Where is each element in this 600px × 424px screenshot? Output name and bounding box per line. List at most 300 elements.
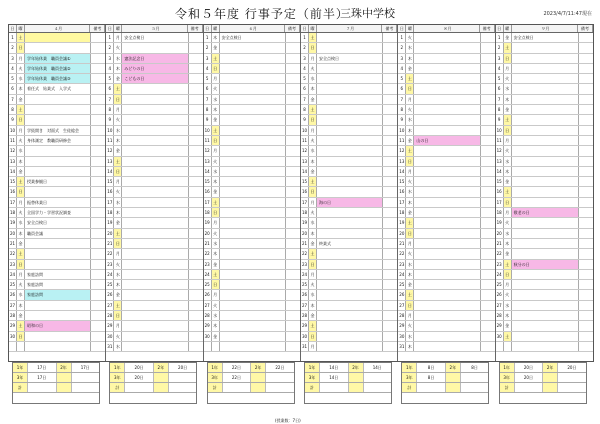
day-cell: 18: [496, 208, 504, 217]
day-count-cell: [57, 383, 72, 392]
event-cell: [122, 311, 188, 320]
extra-cell: [91, 177, 105, 186]
month-column: [106, 25, 203, 361]
month-column: [496, 25, 593, 361]
weekday-cell: 火: [114, 115, 122, 124]
day-cell: [204, 342, 212, 351]
table-row: [496, 198, 593, 208]
weekday-cell: 月: [114, 105, 122, 114]
event-cell: [414, 126, 480, 135]
day-count-cell: [349, 383, 364, 392]
table-row: [106, 321, 202, 331]
day-count-cell: 22日: [223, 363, 252, 372]
extra-cell: [383, 33, 397, 42]
event-cell: [512, 167, 579, 176]
table-row: [204, 301, 300, 311]
day-cell: 16: [9, 187, 17, 196]
extra-cell: [481, 290, 495, 299]
table-row: [398, 33, 494, 43]
weekday-cell: 水: [17, 146, 25, 155]
day-cell: 25: [9, 280, 17, 289]
day-count-row: [208, 363, 294, 373]
weekday-cell: 木: [17, 301, 25, 310]
day-cell: 21: [398, 239, 406, 248]
table-row: [398, 105, 494, 115]
extra-cell: [579, 229, 593, 238]
extra-cell: [189, 136, 203, 145]
weekday-cell: 火: [17, 280, 25, 289]
event-cell: [317, 146, 383, 155]
event-cell: [220, 105, 286, 114]
table-row: [496, 167, 593, 177]
weekday-cell: 日: [309, 332, 317, 341]
weekday-cell: 日: [406, 84, 414, 93]
event-cell: [220, 280, 286, 289]
day-cell: 24: [496, 270, 504, 279]
day-cell: 20: [106, 229, 114, 238]
day-cell: 15: [398, 177, 406, 186]
event-cell: 学年始休業 職員会議②: [25, 64, 91, 73]
extra-cell: [91, 84, 105, 93]
col-weekday-header: 曜: [406, 25, 414, 32]
table-row: [204, 229, 300, 239]
table-row: [496, 95, 593, 105]
extra-cell: [383, 321, 397, 330]
day-count-cell: [169, 373, 197, 382]
day-count-cell: 2年: [251, 363, 266, 372]
event-cell: [414, 43, 480, 52]
extra-cell: [286, 198, 300, 207]
table-row: [9, 239, 105, 249]
table-row: [301, 280, 397, 290]
weekday-cell: 金: [17, 95, 25, 104]
day-cell: 10: [301, 126, 309, 135]
table-row: [301, 167, 397, 177]
extra-cell: [481, 84, 495, 93]
event-cell: [512, 95, 579, 104]
day-cell: 5: [496, 74, 504, 83]
table-row: [204, 239, 300, 249]
day-cell: 11: [204, 136, 212, 145]
table-row: [496, 342, 593, 352]
event-cell: [414, 95, 480, 104]
table-row: [496, 64, 593, 74]
day-cell: 20: [204, 229, 212, 238]
day-count-cell: [558, 373, 586, 382]
table-row: [398, 157, 494, 167]
weekday-cell: 月: [309, 126, 317, 135]
table-row: [106, 311, 202, 321]
event-cell: [122, 342, 188, 351]
extra-cell: [383, 157, 397, 166]
day-cell: 8: [9, 105, 17, 114]
extra-cell: [383, 332, 397, 341]
day-cell: 28: [106, 311, 114, 320]
table-row: [398, 146, 494, 156]
extra-cell: [383, 208, 397, 217]
day-cell: 6: [301, 84, 309, 93]
day-count-cell: 8日: [417, 373, 446, 382]
extra-cell: [481, 74, 495, 83]
extra-cell: [579, 167, 593, 176]
extra-cell: [579, 43, 593, 52]
extra-cell: [481, 157, 495, 166]
event-cell: 山の日: [414, 136, 480, 145]
col-extra-header: 備考: [285, 25, 300, 32]
day-cell: 3: [9, 54, 17, 63]
event-cell: [220, 115, 286, 124]
month-header: [496, 25, 593, 33]
weekday-cell: 月: [406, 167, 414, 176]
extra-cell: [189, 208, 203, 217]
weekday-cell: [17, 342, 25, 351]
extra-cell: [286, 167, 300, 176]
event-cell: [122, 332, 188, 341]
table-row: [301, 95, 397, 105]
day-cell: 31: [106, 342, 114, 351]
day-count-cell: [543, 383, 558, 392]
weekday-cell: 土: [114, 157, 122, 166]
event-cell: 着任式 始業式 入学式: [25, 84, 91, 93]
weekday-cell: 月: [309, 270, 317, 279]
extra-cell: [189, 342, 203, 351]
table-row: [204, 321, 300, 331]
event-cell: [414, 229, 480, 238]
day-count-cell: [266, 383, 294, 392]
weekday-cell: [212, 342, 220, 351]
table-row: [9, 229, 105, 239]
weekday-cell: 木: [114, 136, 122, 145]
weekday-cell: 水: [406, 332, 414, 341]
extra-cell: [91, 115, 105, 124]
extra-cell: [189, 249, 203, 258]
table-row: [9, 342, 105, 352]
event-cell: [25, 332, 91, 341]
day-cell: 3: [106, 54, 114, 63]
day-cell: 3: [496, 54, 504, 63]
event-cell: [220, 136, 286, 145]
day-count-cell: 3年: [110, 373, 125, 382]
table-row: [496, 177, 593, 187]
extra-cell: [481, 218, 495, 227]
extra-cell: [189, 43, 203, 52]
table-row: [496, 136, 593, 146]
event-cell: [220, 311, 286, 320]
weekday-cell: 金: [17, 311, 25, 320]
event-cell: [220, 64, 286, 73]
event-cell: [512, 74, 579, 83]
table-row: [496, 290, 593, 300]
event-cell: 安全点検日: [220, 33, 286, 42]
weekday-cell: 木: [406, 270, 414, 279]
weekday-cell: 火: [309, 280, 317, 289]
event-cell: 安全点検日: [317, 54, 383, 63]
day-cell: 15: [106, 177, 114, 186]
event-cell: [122, 229, 188, 238]
weekday-cell: 水: [114, 198, 122, 207]
extra-cell: [189, 157, 203, 166]
weekday-cell: 水: [309, 74, 317, 83]
day-cell: 19: [106, 218, 114, 227]
table-row: [301, 218, 397, 228]
weekday-cell: 月: [114, 33, 122, 42]
weekday-cell: 月: [114, 321, 122, 330]
day-cell: 13: [496, 157, 504, 166]
extra-cell: [286, 290, 300, 299]
extra-cell: [189, 146, 203, 155]
event-cell: 家庭訪問: [25, 290, 91, 299]
footer-column: [203, 362, 300, 406]
day-count-cell: [223, 383, 252, 392]
weekday-cell: 日: [504, 54, 512, 63]
weekday-cell: 日: [114, 95, 122, 104]
extra-cell: [91, 321, 105, 330]
day-count-cell: 1年: [305, 363, 320, 372]
day-count-cell: [364, 383, 392, 392]
table-row: [9, 126, 105, 136]
day-cell: 27: [496, 301, 504, 310]
weekday-cell: 火: [406, 177, 414, 186]
event-cell: [512, 290, 579, 299]
day-cell: 16: [106, 187, 114, 196]
day-cell: 26: [9, 290, 17, 299]
extra-cell: [286, 146, 300, 155]
day-cell: 31: [301, 342, 309, 351]
day-cell: 15: [301, 177, 309, 186]
extra-cell: [579, 177, 593, 186]
extra-cell: [286, 218, 300, 227]
table-row: [9, 95, 105, 105]
weekday-cell: 金: [406, 136, 414, 145]
table-row: [301, 229, 397, 239]
day-cell: 29: [398, 321, 406, 330]
event-cell: [512, 311, 579, 320]
table-row: [9, 54, 105, 64]
day-cell: 12: [398, 146, 406, 155]
table-row: [301, 342, 397, 352]
day-cell: 12: [204, 146, 212, 155]
table-row: [204, 64, 300, 74]
table-row: [301, 187, 397, 197]
day-count-cell: 2年: [154, 363, 169, 372]
event-cell: [317, 136, 383, 145]
day-cell: 1: [204, 33, 212, 42]
table-row: [301, 332, 397, 342]
extra-cell: [286, 208, 300, 217]
table-row: [301, 33, 397, 43]
table-row: [9, 157, 105, 167]
event-cell: 終業式: [317, 239, 383, 248]
weekday-cell: 火: [504, 290, 512, 299]
day-cell: 17: [106, 198, 114, 207]
weekday-cell: 土: [212, 126, 220, 135]
day-count-cell: 2年: [543, 363, 558, 372]
table-row: [9, 64, 105, 74]
event-cell: [317, 157, 383, 166]
extra-cell: [91, 198, 105, 207]
table-row: [9, 177, 105, 187]
day-cell: 11: [398, 136, 406, 145]
event-cell: [317, 177, 383, 186]
extra-cell: [286, 342, 300, 351]
extra-cell: [481, 301, 495, 310]
event-cell: [512, 280, 579, 289]
day-count-cell: [251, 383, 266, 392]
table-row: [204, 342, 300, 352]
event-cell: [512, 54, 579, 63]
table-row: [9, 105, 105, 115]
event-cell: [220, 43, 286, 52]
event-cell: [122, 198, 188, 207]
col-day-header: 日: [9, 25, 17, 32]
extra-cell: [91, 332, 105, 341]
table-row: [496, 270, 593, 280]
extra-cell: [579, 208, 593, 217]
table-row: [106, 218, 202, 228]
day-count-box: [401, 362, 489, 404]
event-cell: [414, 33, 480, 42]
day-cell: 21: [9, 239, 17, 248]
event-cell: [122, 260, 188, 269]
table-row: [301, 157, 397, 167]
day-count-cell: [125, 383, 154, 392]
event-cell: [414, 290, 480, 299]
extra-cell: [189, 84, 203, 93]
day-cell: 7: [204, 95, 212, 104]
extra-cell: [91, 33, 105, 42]
extra-cell: [189, 187, 203, 196]
event-cell: [317, 321, 383, 330]
extra-cell: [189, 33, 203, 42]
extra-cell: [286, 136, 300, 145]
day-cell: 4: [204, 64, 212, 73]
day-cell: 12: [9, 146, 17, 155]
table-row: [496, 84, 593, 94]
weekday-cell: 月: [212, 290, 220, 299]
day-cell: [9, 342, 17, 351]
weekday-cell: 木: [212, 321, 220, 330]
table-row: [398, 64, 494, 74]
extra-cell: [579, 280, 593, 289]
day-count-cell: [72, 383, 100, 392]
day-cell: 31: [398, 342, 406, 351]
event-cell: [414, 342, 480, 351]
weekday-cell: 火: [17, 64, 25, 73]
col-weekday-header: 曜: [114, 25, 122, 32]
extra-cell: [286, 260, 300, 269]
event-cell: 家庭訪問: [25, 270, 91, 279]
event-cell: [25, 167, 91, 176]
table-row: [301, 208, 397, 218]
day-cell: 19: [301, 218, 309, 227]
event-cell: 授業参観日: [25, 177, 91, 186]
event-cell: [220, 95, 286, 104]
day-cell: 11: [496, 136, 504, 145]
event-cell: [414, 218, 480, 227]
table-row: [204, 84, 300, 94]
event-cell: [317, 64, 383, 73]
day-count-row: [305, 363, 391, 373]
extra-cell: [383, 260, 397, 269]
weekday-cell: 火: [212, 301, 220, 310]
day-count-cell: 計: [13, 383, 28, 392]
table-row: [9, 301, 105, 311]
day-cell: 21: [204, 239, 212, 248]
extra-cell: [481, 321, 495, 330]
weekday-cell: 水: [114, 126, 122, 135]
table-row: [301, 198, 397, 208]
table-row: [301, 311, 397, 321]
event-cell: [122, 208, 188, 217]
day-count-cell: 3年: [305, 373, 320, 382]
event-cell: [512, 146, 579, 155]
day-cell: 7: [106, 95, 114, 104]
event-cell: [317, 115, 383, 124]
table-row: [398, 84, 494, 94]
table-row: [9, 187, 105, 197]
weekday-cell: 木: [504, 167, 512, 176]
extra-cell: [481, 95, 495, 104]
event-cell: [414, 105, 480, 114]
weekday-cell: 土: [406, 290, 414, 299]
weekday-cell: 水: [504, 84, 512, 93]
day-count-cell: [57, 373, 72, 382]
event-cell: [512, 332, 579, 341]
day-cell: 11: [106, 136, 114, 145]
event-cell: [25, 115, 91, 124]
event-cell: [220, 146, 286, 155]
day-count-cell: 14日: [320, 363, 349, 372]
extra-cell: [481, 270, 495, 279]
table-row: [106, 126, 202, 136]
day-count-row: [500, 383, 586, 393]
extra-cell: [579, 249, 593, 258]
extra-cell: [481, 249, 495, 258]
weekday-cell: 木: [406, 342, 414, 351]
day-cell: 27: [301, 301, 309, 310]
col-day-header: 日: [106, 25, 114, 32]
table-row: [9, 249, 105, 259]
table-row: [106, 115, 202, 125]
table-row: [496, 33, 593, 43]
extra-cell: [91, 229, 105, 238]
table-row: [106, 146, 202, 156]
weekday-cell: 木: [406, 126, 414, 135]
weekday-cell: 月: [17, 126, 25, 135]
footer-column: [397, 362, 494, 406]
table-row: [496, 208, 593, 218]
event-cell: [220, 208, 286, 217]
day-cell: 1: [301, 33, 309, 42]
extra-cell: [91, 126, 105, 135]
weekday-cell: 木: [504, 239, 512, 248]
event-cell: [122, 218, 188, 227]
extra-cell: [481, 126, 495, 135]
table-row: [9, 74, 105, 84]
day-count-box: [12, 362, 100, 404]
event-cell: [25, 105, 91, 114]
event-cell: [317, 105, 383, 114]
day-cell: 19: [496, 218, 504, 227]
weekday-cell: 月: [406, 239, 414, 248]
event-cell: [512, 177, 579, 186]
weekday-cell: 木: [504, 311, 512, 320]
extra-cell: [91, 280, 105, 289]
schedule-grid: [8, 24, 594, 362]
event-cell: [512, 270, 579, 279]
day-cell: 29: [9, 321, 17, 330]
table-row: [496, 115, 593, 125]
